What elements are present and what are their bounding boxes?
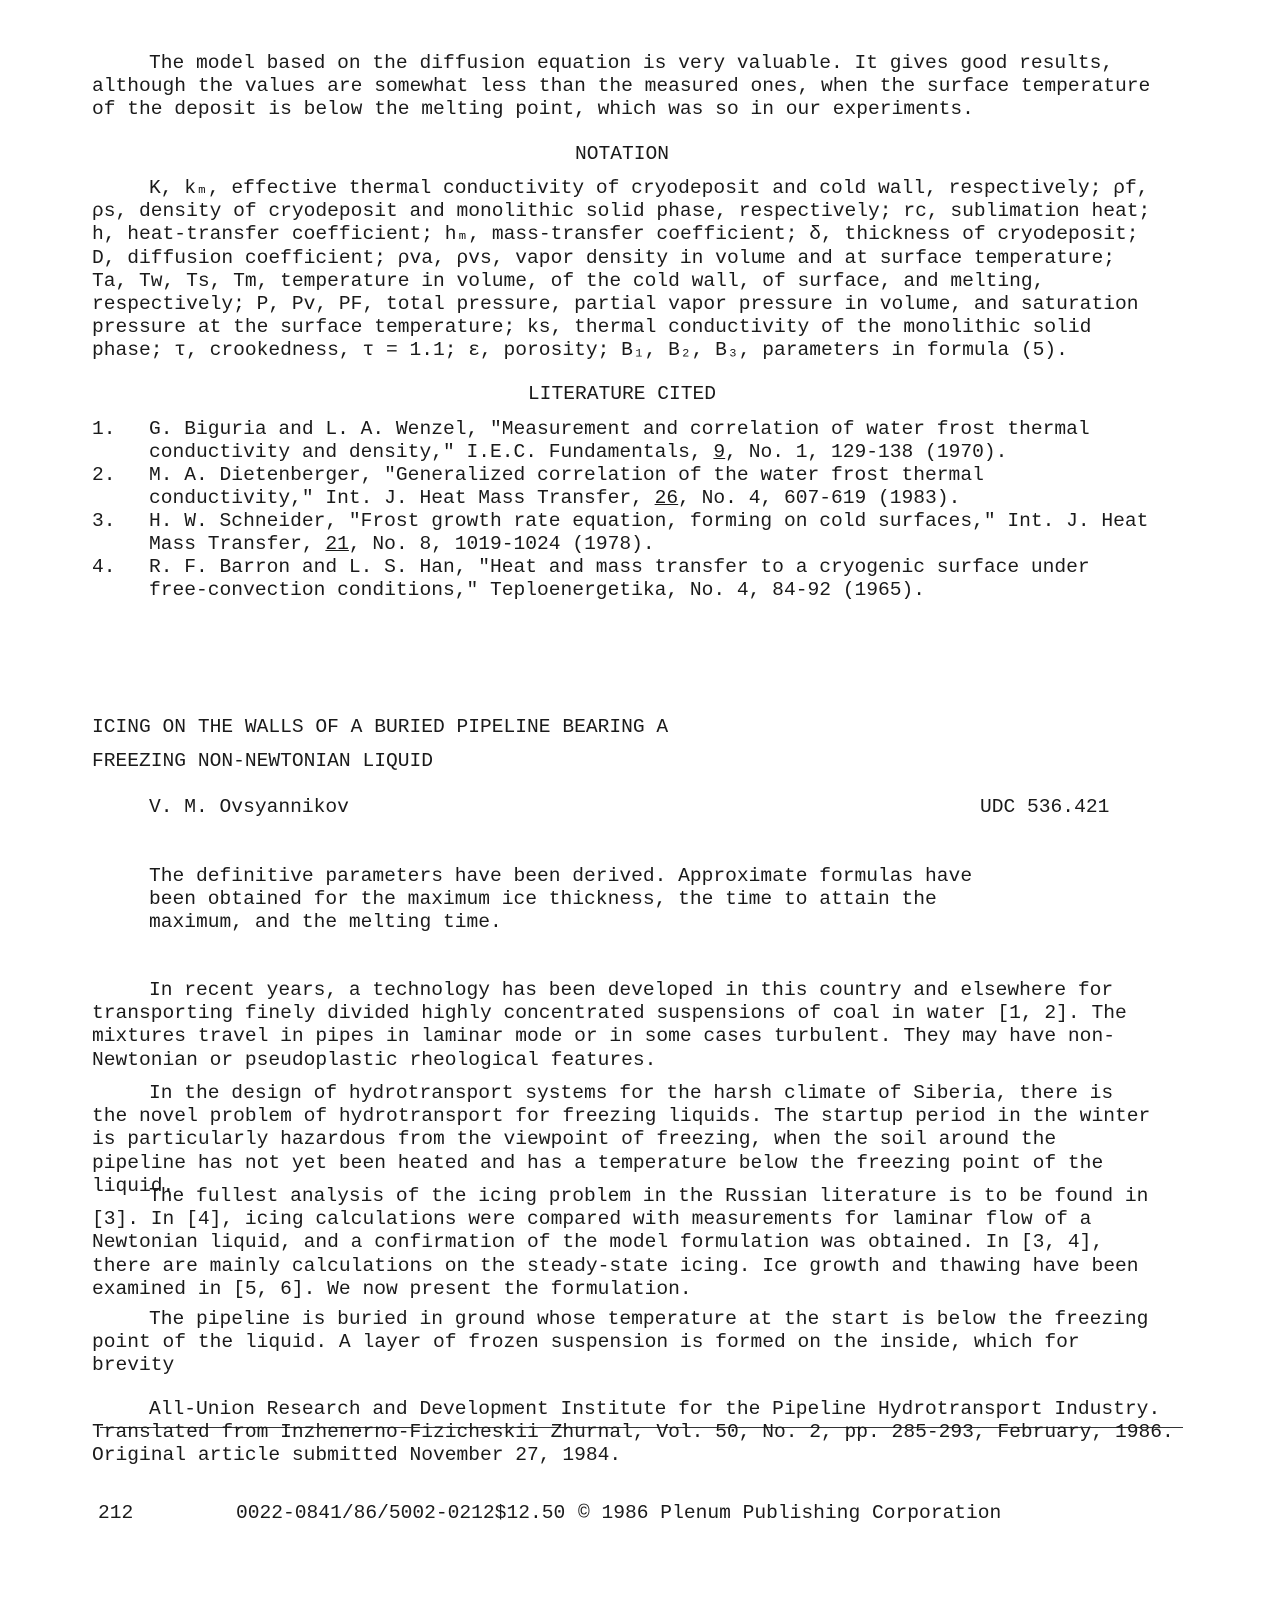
reference-text: M. A. Dietenberger, "Generalized correlation of the water frost thermal conductivity," Int. J. Heat Mass Transfer, 26, No. 4, 607-619 (1983). <box>149 464 984 510</box>
page-number: 212 <box>98 1502 134 1524</box>
body-paragraph: The fullest analysis of the icing problem in the Russian literature is to be found in [3]. In [4], icing calculations were compared with measurements for laminar flow of a Newtonian liquid, and a confirmation of the model formulation was obtained. In [3, 4], there are mainly calculations on the steady-state icing. Ice growth and thawing have been examined in [5, 6]. We now present the formulation. <box>92 1185 1149 1300</box>
reference-item <box>92 418 1152 464</box>
udc-code: UDC 536.421 <box>980 796 1110 818</box>
reference-item <box>92 464 1152 510</box>
article-title-line1: ICING ON THE WALLS OF A BURIED PIPELINE BEARING A <box>92 716 669 738</box>
reference-text: H. W. Schneider, "Frost growth rate equation, forming on cold surfaces," Int. J. Heat Mass Transfer, 21, No. 8, 1019-1024 (1978). <box>149 510 1149 556</box>
reference-text: G. Biguria and L. A. Wenzel, "Measurement and correlation of water frost thermal conductivity and density," I.E.C. Fundamentals, 9, No. 1, 129-138 (1970). <box>149 418 1090 464</box>
notation-text: K, kₘ, effective thermal conductivity of cryodeposit and cold wall, respectively; ρf, ρs, density of cryodeposit and monolithic solid phase, respectively; rc, sublimation heat; h, heat-transfer coefficient; hₘ, mass-transfer coefficient; δ, thickness of cryodeposit; D, diffusion coefficient; ρva, ρvs, vapor density in volume and at surface temperature; Ta, Tw, Ts, Tm, temperature in volume, of the cold wall, of surface, and melting, respectively; P, Pv, PF, total pressure, partial vapor pressure in volume, and saturation pressure at the surface temperature; ks, thermal conductivity of the monolithic solid phase; τ, crookedness, τ = 1.1; ε, porosity; B₁, B₂, B₃, parameters in formula (5). <box>92 177 1151 362</box>
footnote-line: Original article submitted November 27, 1984. <box>92 1444 622 1466</box>
article-code: 0022-0841/86/5002-0212$12.50 <box>236 1502 566 1524</box>
literature-heading: LITERATURE CITED <box>527 383 717 405</box>
footnote-line: Translated from Inzhenerno-Fizicheskii Zhurnal, Vol. 50, No. 2, pp. 285-293, February, 1986. <box>92 1421 1174 1443</box>
reference-item <box>92 556 1152 602</box>
footnote-line: All-Union Research and Development Institute for the Pipeline Hydrotransport Industry. <box>149 1398 1161 1420</box>
reference-number: 4. <box>92 556 116 578</box>
article-title-line2: FREEZING NON-NEWTONIAN LIQUID <box>92 750 433 772</box>
article-abstract: The definitive parameters have been derived. Approximate formulas have been obtained for the maximum ice thickness, the time to attain the maximum, and the melting time. <box>149 865 973 934</box>
body-paragraph: In recent years, a technology has been developed in this country and elsewhere for transporting finely divided highly concentrated suspensions of coal in water [1, 2]. The mixtures travel in pipes in laminar mode or in some cases turbulent. They may have non-Newtonian or pseudoplastic rheological features. <box>92 979 1127 1071</box>
intro-paragraph: The model based on the diffusion equation is very valuable. It gives good results, although the values are somewhat less than the measured ones, when the surface temperature of the deposit is below the melting point, which was so in our experiments. <box>92 52 1151 121</box>
copyright-notice: © 1986 Plenum Publishing Corporation <box>578 1502 1002 1524</box>
reference-number: 3. <box>92 510 116 532</box>
reference-number: 2. <box>92 464 116 486</box>
body-paragraph: In the design of hydrotransport systems for the harsh climate of Siberia, there is the novel problem of hydrotransport for freezing liquids. The startup period in the winter is particularly hazardous from the viewpoint of freezing, when the soil around the pipeline has not yet been heated and has a temperature below the freezing point of the liquid. <box>92 1082 1151 1197</box>
notation-heading: NOTATION <box>574 143 670 165</box>
body-paragraph: The pipeline is buried in ground whose temperature at the start is below the freezing point of the liquid. A layer of frozen suspension is formed on the inside, which for brevity <box>92 1308 1149 1377</box>
reference-number: 1. <box>92 418 116 440</box>
article-author: V. M. Ovsyannikov <box>149 796 349 818</box>
reference-item <box>92 510 1152 556</box>
reference-text: R. F. Barron and L. S. Han, "Heat and mass transfer to a cryogenic surface under free-convection conditions," Teploenergetika, No. 4, 84-92 (1965). <box>149 556 1090 602</box>
